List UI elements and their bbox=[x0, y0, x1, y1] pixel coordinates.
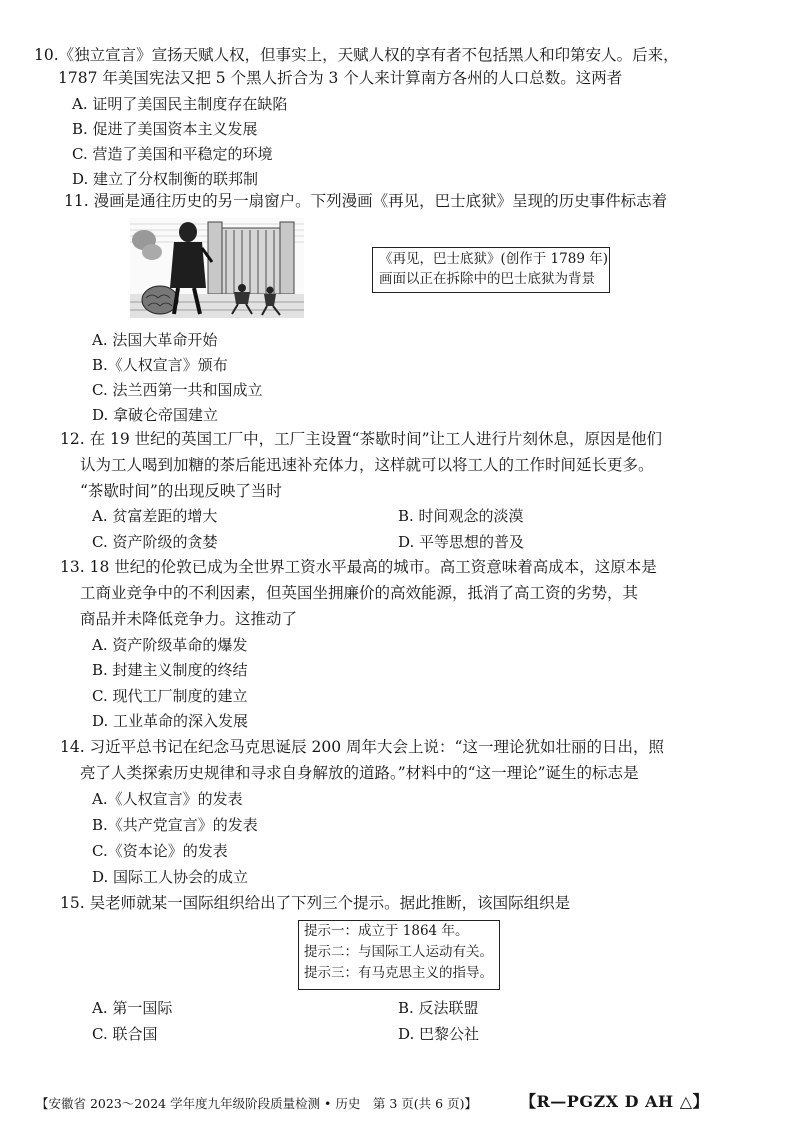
bastille-cartoon-icon bbox=[130, 218, 304, 318]
q13-option-c[interactable]: C. 现代工厂制度的建立 bbox=[92, 687, 248, 705]
q13-stem-line3: 商品并未降低竞争力。这推动了 bbox=[80, 610, 298, 628]
q13-stem-line2: 工商业竞争中的不利因素，但英国坐拥廉价的高效能源，抵消了高工资的劣势，其 bbox=[80, 584, 639, 602]
q14-stem-line2: 亮了人类探索历史规律和寻求自身解放的道路。”材料中的“这一理论”诞生的标志是 bbox=[80, 764, 639, 782]
q13-stem-line1: 13. 18 世纪的伦敦已成为全世界工资水平最高的城市。高工资意味着高成本，这原本是 bbox=[60, 558, 657, 576]
q10-stem-line1: 10.《独立宣言》宣扬天赋人权，但事实上，天赋人权的享有者不包括黑人和印第安人。后来， bbox=[34, 46, 679, 64]
q13-option-b[interactable]: B. 封建主义制度的终结 bbox=[92, 661, 248, 679]
q15-option-d[interactable]: D. 巴黎公社 bbox=[398, 1025, 480, 1043]
q11-caption-box bbox=[372, 247, 610, 293]
q14-option-c[interactable]: C.《资本论》的发表 bbox=[92, 842, 228, 860]
q15-hint-2: 提示二：与国际工人运动有关。 bbox=[304, 944, 493, 960]
q12-option-c[interactable]: C. 资产阶级的贪婪 bbox=[92, 533, 218, 551]
q14-stem-line1: 14. 习近平总书记在纪念马克思诞辰 200 周年大会上说：“这一理论犹如壮丽的日出，照 bbox=[60, 738, 664, 756]
q14-option-b[interactable]: B.《共产党宣言》的发表 bbox=[92, 816, 258, 834]
q12-option-a[interactable]: A. 贫富差距的增大 bbox=[92, 507, 218, 525]
q12-stem-line1: 12. 在 19 世纪的英国工厂中，工厂主设置“茶歇时间”让工人进行片刻休息，原因是他们 bbox=[60, 430, 663, 448]
q11-option-c[interactable]: C. 法兰西第一共和国成立 bbox=[92, 381, 263, 399]
q10-option-a[interactable]: A. 证明了美国民主制度存在缺陷 bbox=[72, 95, 288, 113]
q11-option-b[interactable]: B.《人权宣言》颁布 bbox=[92, 356, 228, 374]
q11-stem: 11. 漫画是通往历史的另一扇窗户。下列漫画《再见，巴士底狱》呈现的历史事件标志着 bbox=[64, 192, 668, 210]
q15-option-b[interactable]: B. 反法联盟 bbox=[398, 999, 479, 1017]
q11-caption-line1: 《再见，巴士底狱》(创作于 1789 年) bbox=[379, 251, 608, 267]
paper-code: 【R—PGZX D AH △】 bbox=[520, 1092, 710, 1111]
q11-caption-line2: 画面以正在拆除中的巴士底狱为背景 bbox=[379, 271, 595, 287]
q13-option-a[interactable]: A. 资产阶级革命的爆发 bbox=[92, 636, 248, 654]
q15-hint-box bbox=[298, 920, 500, 990]
q11-option-a[interactable]: A. 法国大革命开始 bbox=[92, 331, 218, 349]
q12-option-d[interactable]: D. 平等思想的普及 bbox=[398, 533, 525, 551]
q10-option-b[interactable]: B. 促进了美国资本主义发展 bbox=[72, 120, 258, 138]
q10-stem-line2: 1787 年美国宪法又把 5 个黑人折合为 3 个人来计算南方各州的人口总数。这两者 bbox=[58, 69, 623, 87]
q14-option-a[interactable]: A.《人权宣言》的发表 bbox=[92, 790, 243, 808]
q13-option-d[interactable]: D. 工业革命的深入发展 bbox=[92, 712, 249, 730]
q10-option-c[interactable]: C. 营造了美国和平稳定的环境 bbox=[72, 145, 273, 163]
q11-option-d[interactable]: D. 拿破仑帝国建立 bbox=[92, 406, 219, 424]
q15-option-a[interactable]: A. 第一国际 bbox=[92, 999, 173, 1017]
q14-option-d[interactable]: D. 国际工人协会的成立 bbox=[92, 868, 249, 886]
q15-stem: 15. 吴老师就某一国际组织给出了下列三个提示。据此推断，该国际组织是 bbox=[60, 894, 571, 912]
page-footer: 【安徽省 2023～2024 学年度九年级阶段质量检测 • 历史 第 3 页(共 6 页)】 bbox=[36, 1096, 477, 1111]
q12-stem-line3: “茶歇时间”的出现反映了当时 bbox=[80, 482, 282, 500]
q10-option-d[interactable]: D. 建立了分权制衡的联邦制 bbox=[72, 170, 259, 188]
q12-stem-line2: 认为工人喝到加糖的茶后能迅速补充体力，这样就可以将工人的工作时间延长更多。 bbox=[80, 456, 654, 474]
q15-option-c[interactable]: C. 联合国 bbox=[92, 1025, 158, 1043]
q12-option-b[interactable]: B. 时间观念的淡漠 bbox=[398, 507, 524, 525]
q15-hint-3: 提示三：有马克思主义的指导。 bbox=[304, 965, 493, 981]
q15-hint-1: 提示一：成立于 1864 年。 bbox=[304, 923, 469, 939]
